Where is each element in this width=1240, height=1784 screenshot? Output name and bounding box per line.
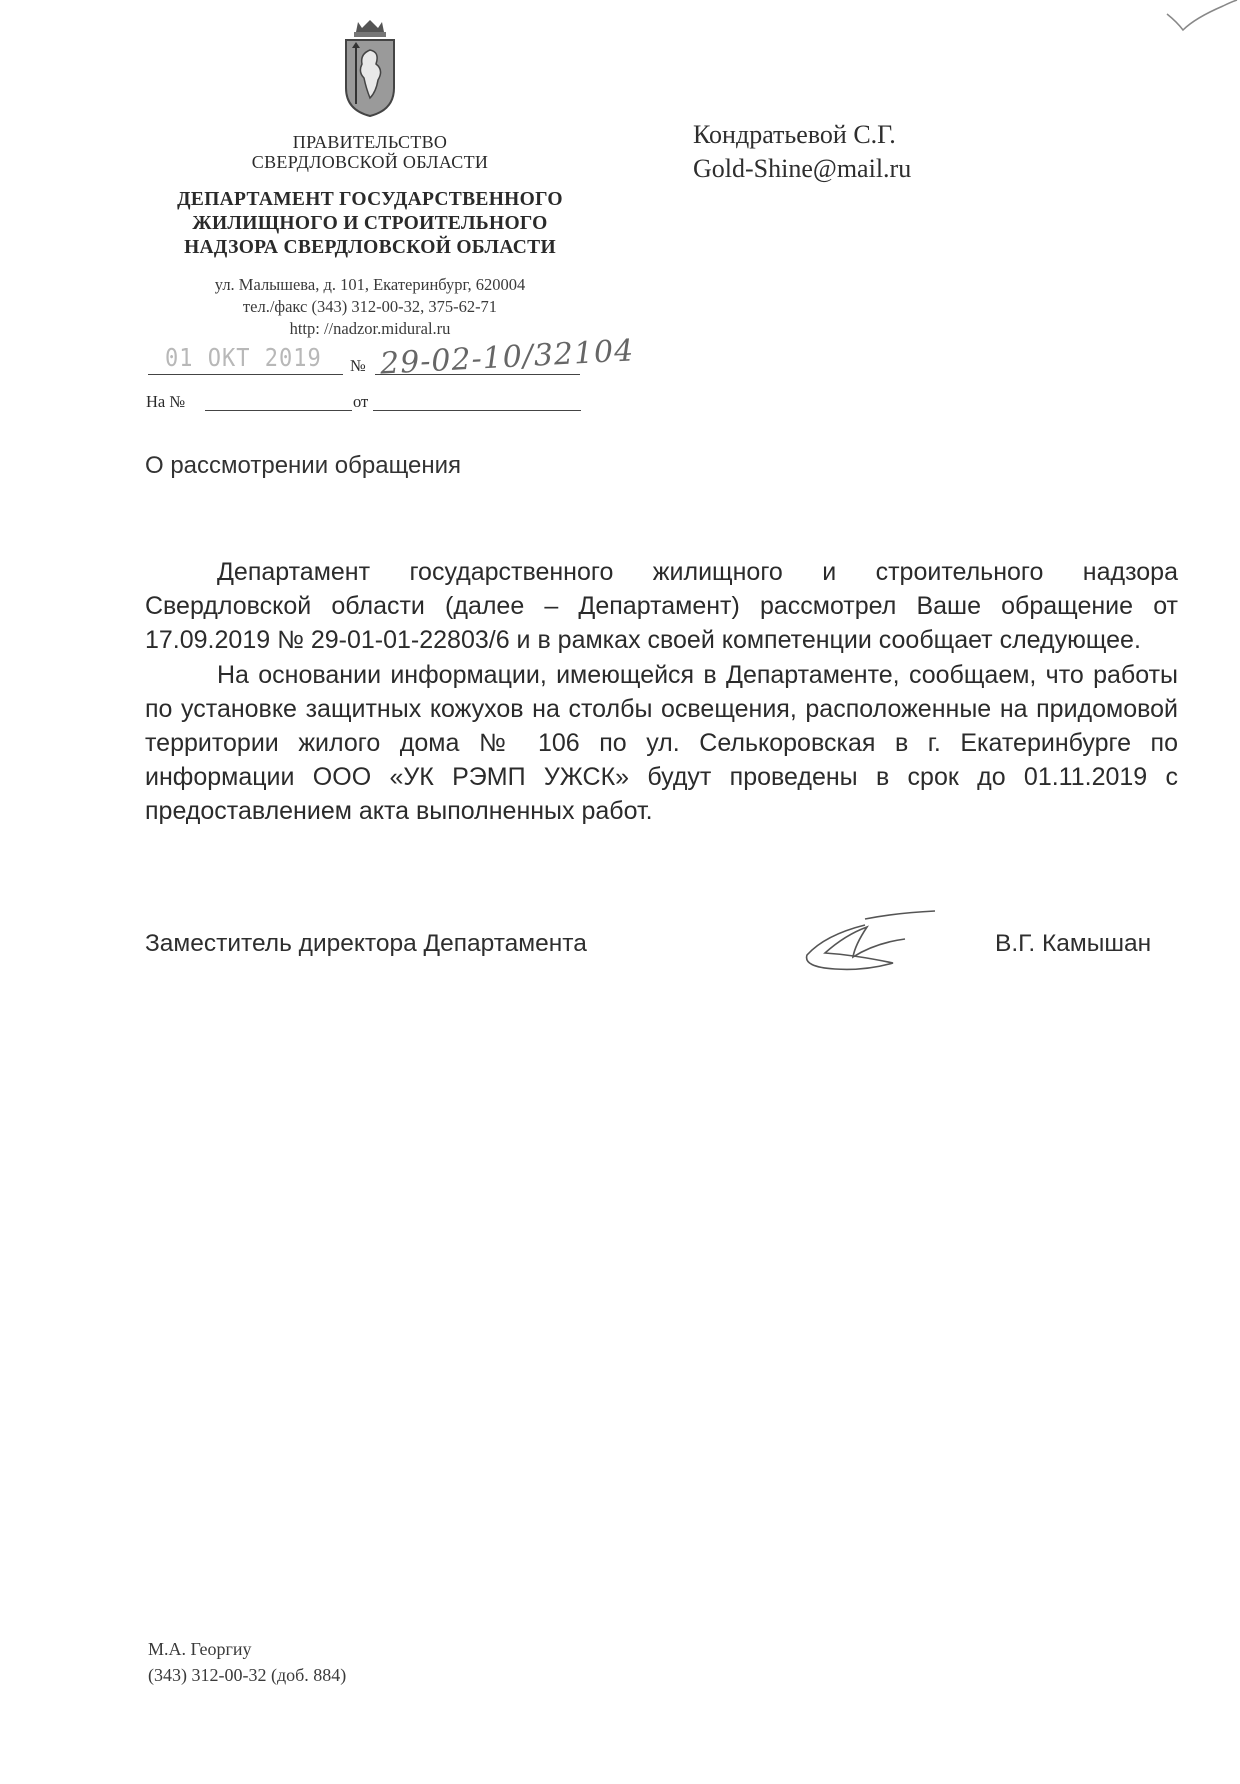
addressee — [693, 118, 911, 186]
letter-subject: О рассмотрении обращения — [145, 452, 462, 479]
signatory-name: В.Г. Камышан — [995, 930, 1152, 957]
handwritten-signature-icon — [795, 905, 945, 975]
department-contacts — [150, 274, 590, 340]
signatory-role: Заместитель директора Департамента — [145, 930, 587, 957]
government-line: ПРАВИТЕЛЬСТВО — [292, 132, 448, 152]
addressee-email: Gold-Shine@mail.ru — [693, 154, 912, 183]
executor-phone: (343) 312-00-32 (доб. 884) — [148, 1665, 347, 1685]
handwritten-number: 29-02-10/32104 — [379, 333, 636, 382]
address: ул. Малышева, д. 101, Екатеринбург, 620004 — [214, 275, 526, 294]
coat-of-arms-icon — [340, 18, 400, 118]
executor-info — [148, 1636, 346, 1688]
body-paragraph: На основании информации, имеющейся в Департаменте, сообщаем, что работы по установке защитных кожухов на столбы освещения, расположенные на придомовой территории жилого дома № 106 по ул. Селькоровская в г. Екатеринбурге по информации ООО «УК РЭМП УЖСК» будут проведены в срок до 01.11.2019 с предоставлением акта выполненных работ. — [145, 660, 1178, 826]
reply-number-line — [205, 410, 352, 411]
reply-date-line — [373, 410, 581, 411]
executor-name: М.А. Георгиу — [148, 1639, 252, 1659]
website: http: //nadzor.midural.ru — [289, 319, 451, 338]
date-stamp: 01 ОКТ 2019 — [165, 344, 322, 373]
number-label: № — [350, 356, 366, 375]
addressee-name: Кондратьевой С.Г. — [693, 120, 896, 149]
government-name — [200, 132, 540, 172]
letter-body — [145, 555, 1178, 829]
body-paragraph: Департамент государственного жилищного и строительного надзора Свердловской области (далее – Департамент) рассмотрел Ваше обращение от 17.09.2019 № 29-01-01-22803/6 и в рамках своей компетенции сообщает следующее. — [145, 558, 1178, 655]
from-label: от — [353, 392, 369, 411]
date-line — [148, 374, 343, 375]
phone: тел./факс (343) 312-00-32, 375-62-71 — [242, 297, 498, 316]
checkmark-icon — [1165, 0, 1240, 40]
reply-to-label: На № — [146, 392, 186, 411]
department-line: НАДЗОРА СВЕРДЛОВСКОЙ ОБЛАСТИ — [184, 237, 556, 258]
department-name — [150, 188, 590, 260]
department-line: ДЕПАРТАМЕНТ ГОСУДАРСТВЕННОГО — [177, 189, 563, 210]
department-line: ЖИЛИЩНОГО И СТРОИТЕЛЬНОГО — [192, 213, 548, 234]
government-line: СВЕРДЛОВСКОЙ ОБЛАСТИ — [251, 152, 489, 172]
